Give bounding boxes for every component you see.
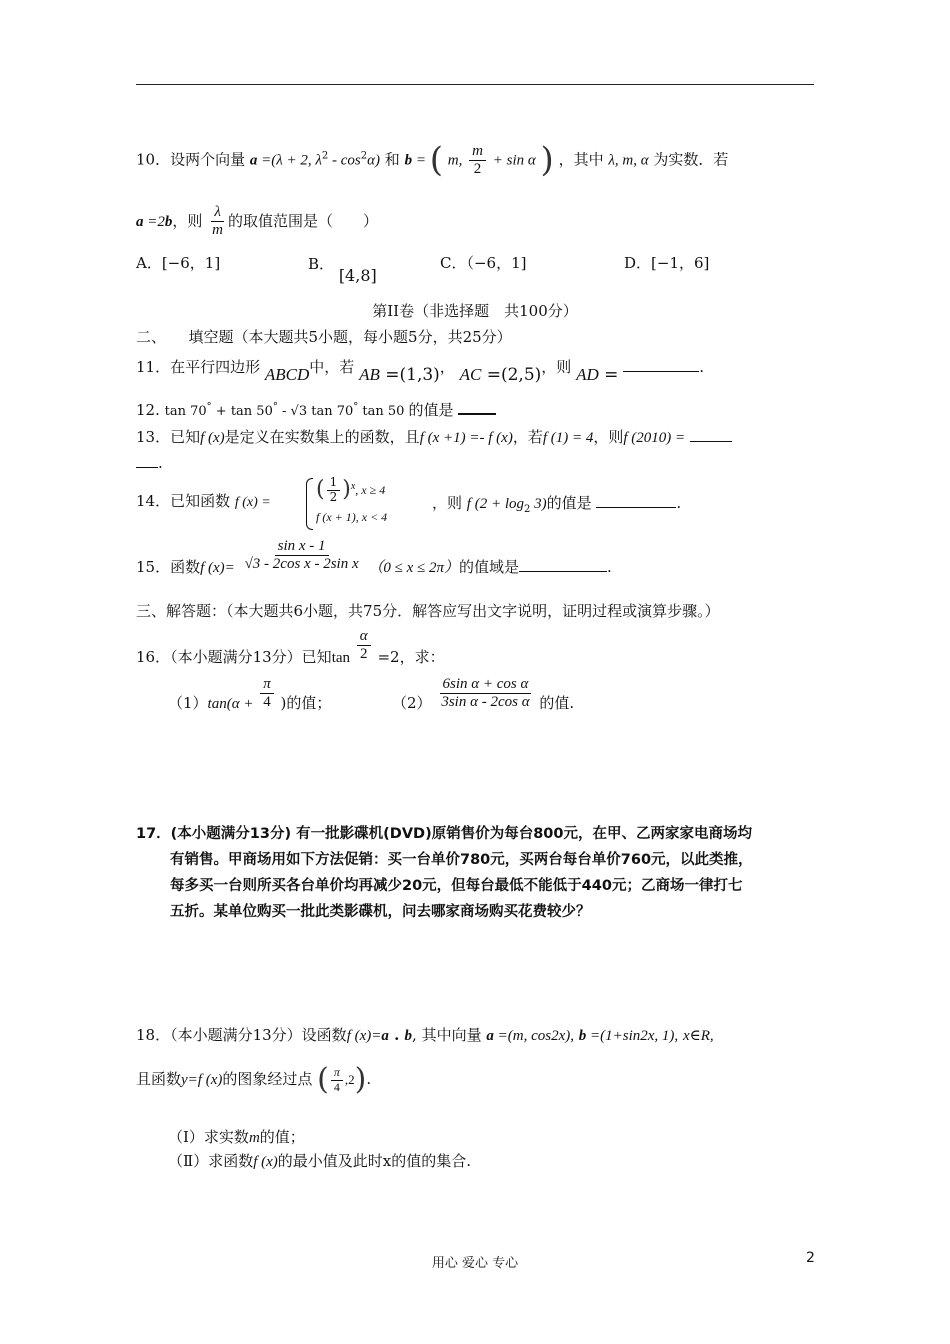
q18-point-pi-over-4: $\frac{\pi}{4}$ (331, 1066, 343, 1095)
page-number: 2 (806, 1250, 815, 1266)
q18-line2: 且函数y=f (x)的图象经过点 ( $\frac{\pi}{4}$ ,2). (136, 1062, 372, 1097)
footer-motto: 用心 爱心 专心 (431, 1256, 519, 1271)
q18-line1: 18．（本小题满分13分）设函数f (x)=a . b, 其中向量 a =(m, cos2x), b =(1+sin2x, 1), x∈R, (136, 1026, 714, 1044)
q14-one-half: $\frac{1}{2}$ (327, 476, 341, 505)
q16-trig-fraction: $\frac{\text{6sin α + cos α}}{\text{3sin α - 2cos α}}$ (441, 676, 530, 711)
header-rule (136, 84, 814, 85)
q13: 13．已知f (x)是定义在实数集上的函数，且f (x +1) =- f (x)，若f (1) = 4，则f (2010) = (136, 426, 732, 447)
q14-case1: ( $\frac{1}{2}$ )$^x$, x ≥ 4 (316, 475, 386, 504)
q16-part1: （1）tan(α + $\frac{\pi}{4}$ )的值； (168, 676, 332, 712)
q10-option-a: A．[−6，1] (136, 254, 221, 272)
q18-part1: （Ⅰ）求实数m的值； (168, 1128, 305, 1146)
q17-line4: 五折。某单位购买一批此类影碟机，问去哪家商场购买花费较少？ (170, 904, 591, 920)
q12: 12. tan 70° + tan 50° - √3 tan 70° tan 50 的值是 (136, 398, 496, 420)
q10-m-over-2: $\frac{m}{2}$ (469, 143, 486, 179)
q10-option-b: B． [4,8] (308, 255, 377, 285)
section2-heading: 二、 填空题（本大题共5小题，每小题5分，共25分） (136, 328, 512, 346)
q14-tail: ，则 f $(2 + \log_2 3)$的值是 . (432, 494, 682, 515)
q11-answer-blank[interactable] (623, 356, 699, 372)
q17-line3: 每多买一台则所买各台单价均再减少20元，但每台最低不能低于440元；乙商场一律打七 (170, 878, 743, 894)
q13-continuation: . (136, 452, 163, 472)
q10-option-c: C．（−6，1] (440, 254, 527, 272)
q14-answer-blank[interactable] (596, 492, 676, 508)
section2-title: 第II卷（非选择题 共100分） (372, 302, 578, 320)
q10-option-d: D．[−1，6] (624, 254, 710, 272)
q17-line1: 17．(本小题满分13分) 有一批影碟机(DVD)原销售价为每台800元，在甲、乙两家家电商场均 (136, 826, 752, 842)
q15-answer-blank[interactable] (519, 556, 607, 572)
q13-answer-blank-b[interactable] (136, 452, 158, 468)
q17-line2: 有销售。甲商场用如下方法促销：买一台单价780元，买两台每台单价760元，以此类推， (170, 852, 753, 868)
section3-heading: 三、解答题：（本大题共6小题，共75分．解答应写出文字说明，证明过程或演算步骤。） (136, 602, 720, 620)
q14-prefix: 14．已知函数 f (x) = (136, 492, 271, 510)
q16-alpha-over-2: $\frac{\alpha}{2}$ (357, 628, 371, 664)
q10-lambda-over-m: $\frac{\lambda}{m}$ (212, 204, 224, 239)
q10-line1: 10．设两个向量 a =(λ + 2, $\lambda^2 - \cos^2\alpha$) 和 b = ( m, $\frac{m}{2}$ + sin α ) ，其中 λ, m, α 为实数．若 (136, 140, 729, 180)
q13-answer-blank-a[interactable] (690, 426, 732, 442)
q15-fraction: $\frac{\text{sin x - 1}}{\text{√3 - 2cos x - 2sin x}}$ (244, 538, 359, 573)
q11: 11．在平行四边形 ABCD中，若 AB =(1,3)， AC =(2,5)，则 AD = . (136, 358, 704, 385)
q16-part2: （2） $\frac{\text{6sin α + cos α}}{\text{3sin α - 2cos α}}$ 的值. (392, 676, 575, 712)
q16-statement: 16．（本小题满分13分）已知tan $\frac{\alpha}{2}$ =2，求： (136, 628, 445, 666)
q12-answer-blank[interactable] (458, 398, 496, 415)
q14-case2: f (x + 1), x < 4 (316, 510, 388, 524)
q16-pi-over-4: $\frac{\pi}{4}$ (260, 676, 274, 712)
q10-line2: a =2b，则 $\frac{\lambda}{m}$ 的取值范围是（ ） (136, 204, 379, 239)
q18-part2: （Ⅱ）求函数f (x)的最小值及此时x的值的集合. (168, 1152, 472, 1170)
q14-piecewise-brace (306, 478, 313, 530)
q15: 15．函数f (x)= $\frac{\text{sin x - 1}}{\text{√3 - 2cos x - 2sin x}}$ （0 ≤ x ≤ 2π）的值域是 . (136, 538, 612, 576)
